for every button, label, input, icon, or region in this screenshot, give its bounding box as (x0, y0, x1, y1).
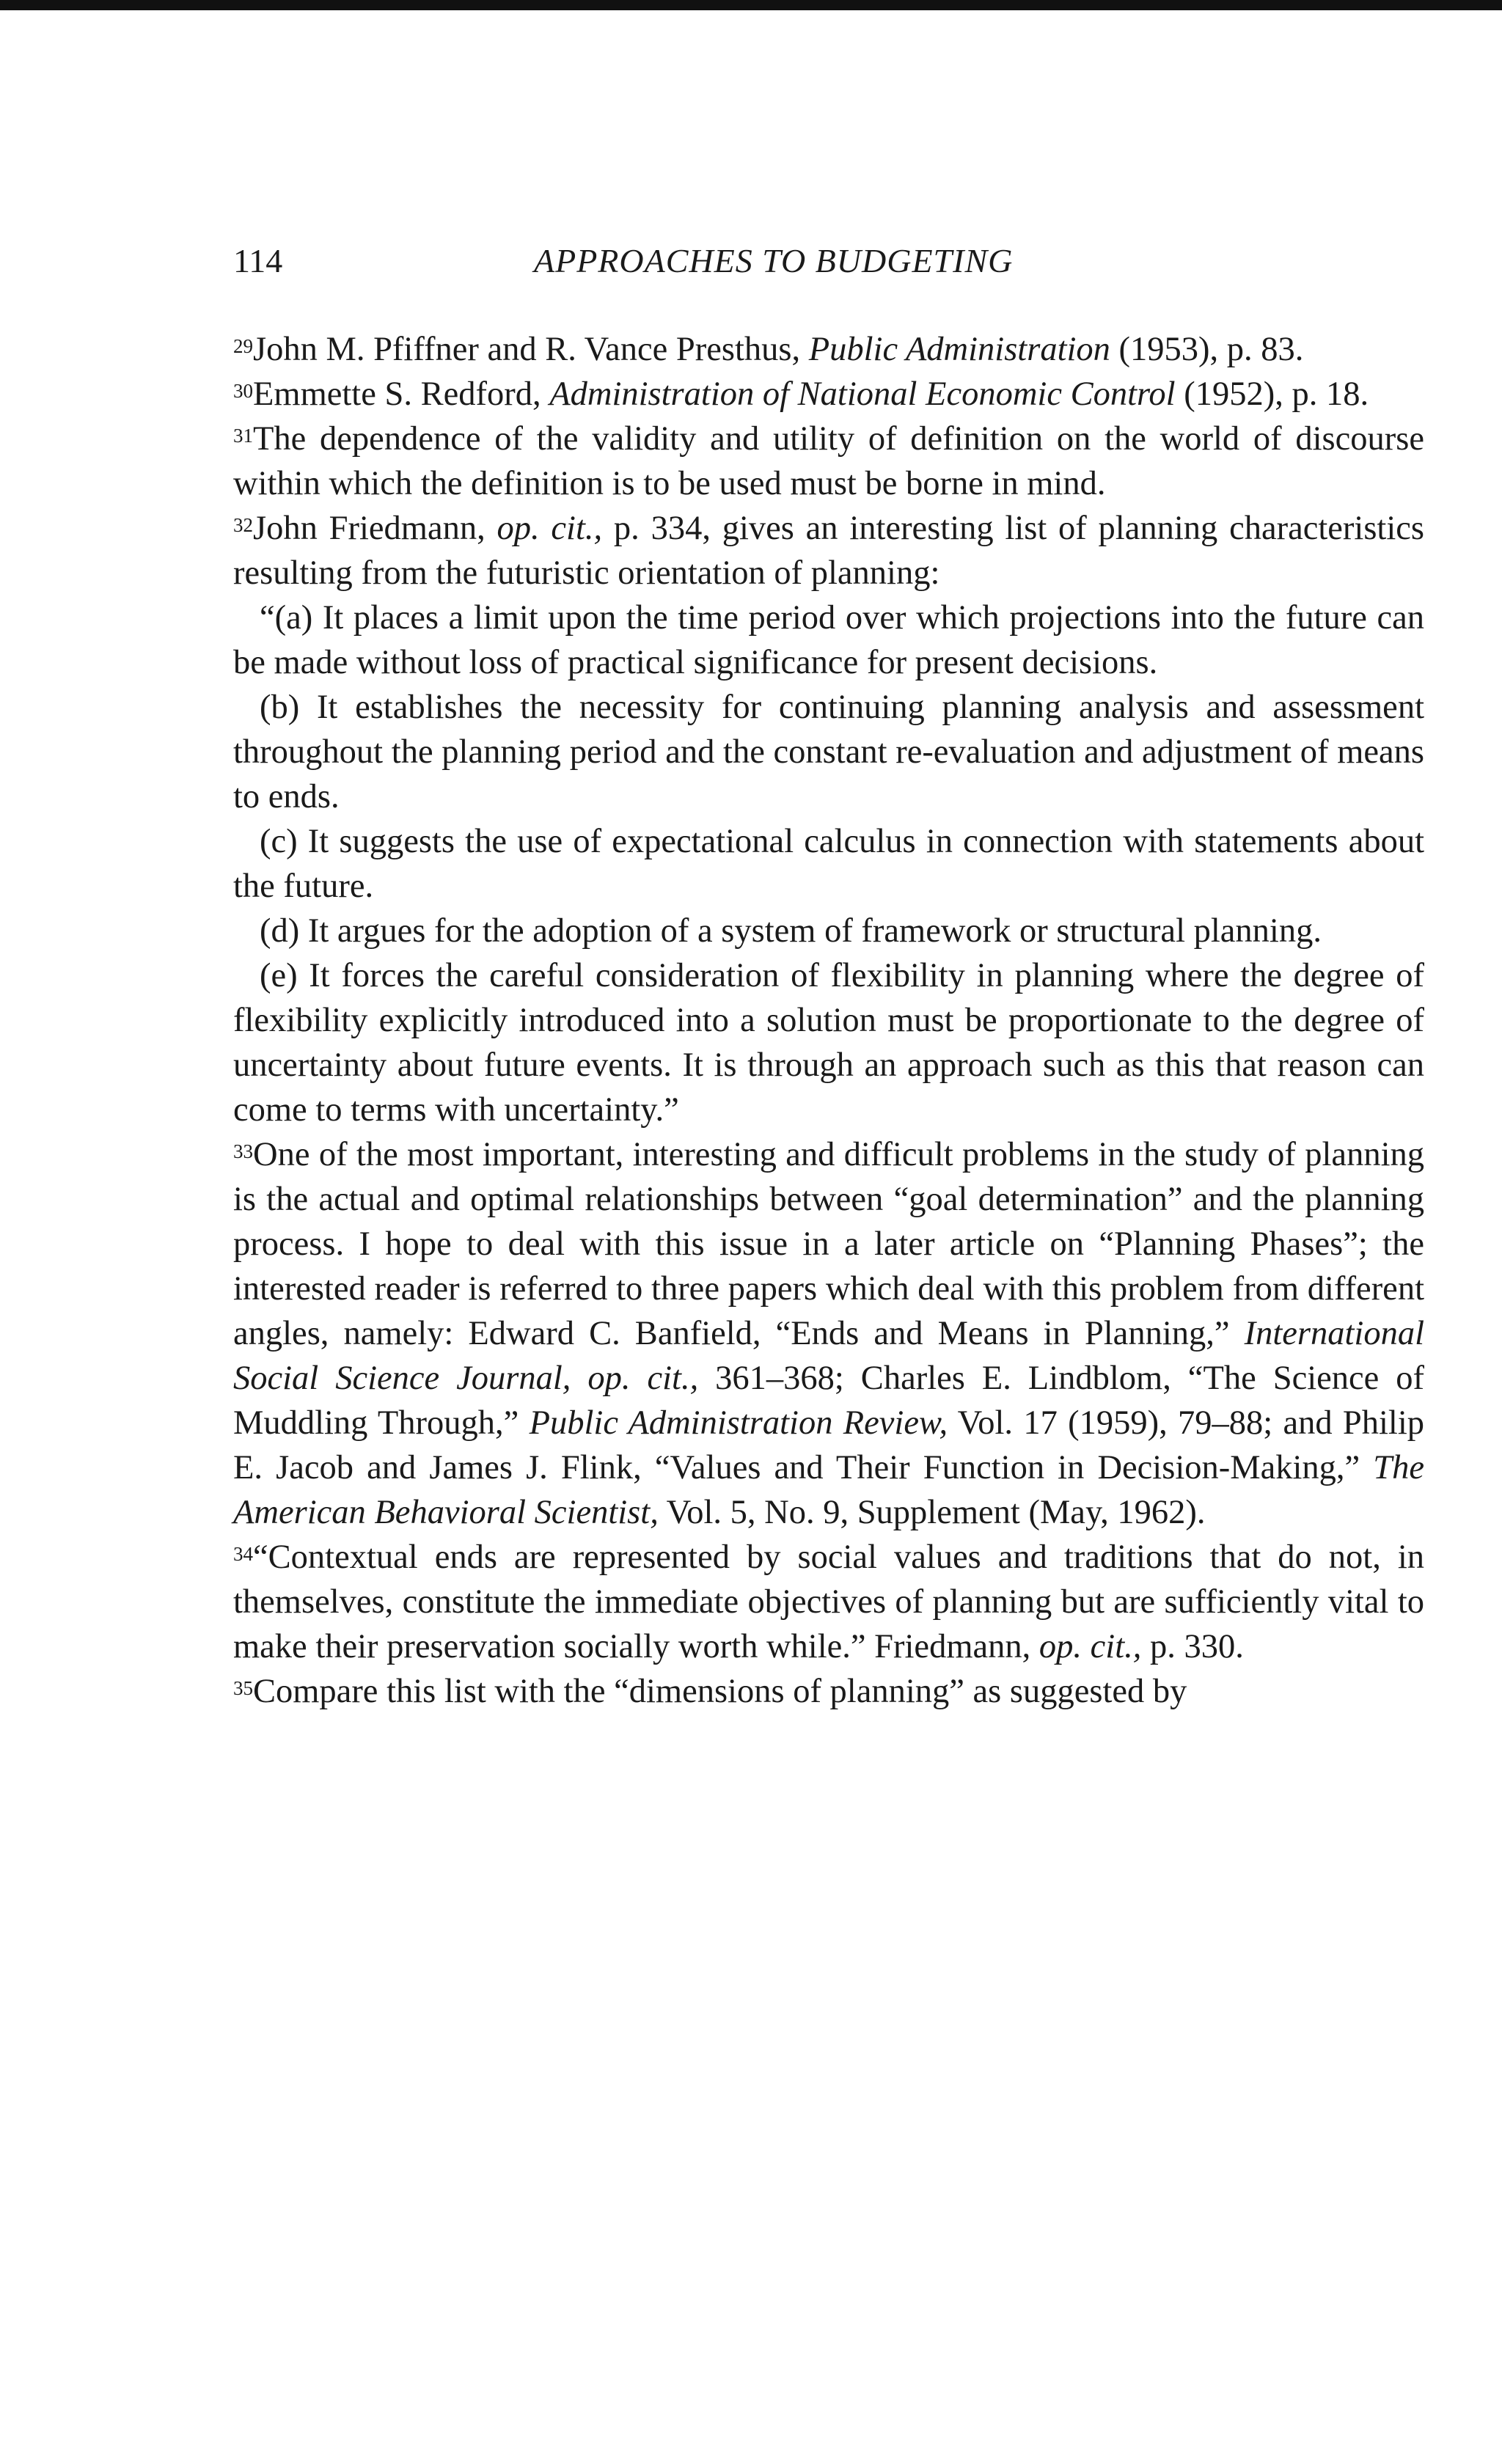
footnote-number: 33 (233, 1140, 253, 1162)
footnote-number: 31 (233, 425, 253, 447)
footnote-33 (233, 1132, 1424, 1535)
footnotes-block (233, 327, 1424, 1714)
footnote-text: The dependence of the validity and utility of definition on the world of discourse within which the definition is to be used must be borne in mind. (233, 420, 1424, 502)
footnote-number: 32 (233, 514, 253, 536)
quote-item-a: “(a) It places a limit upon the time period over which projections into the future can be made without loss of practical significance for present decisions. (233, 599, 1424, 681)
journal-title: International Social Science Journal, op. cit., (233, 1315, 1424, 1397)
footnote-text: (1953), p. 83. (1110, 331, 1304, 368)
page-header (233, 239, 1421, 283)
quote-item-b: (b) It establishes the necessity for continuing planning analysis and assessment throughout the planning period and the constant re-evaluation and adjustment of means to ends. (233, 689, 1424, 815)
journal-title: The American Behavioral Scientist, (233, 1449, 1424, 1531)
quote-item-c: (c) It suggests the use of expectational calculus in connection with statements about the future. (233, 823, 1424, 905)
op-cit: op. cit., (1038, 1628, 1142, 1665)
top-border-rule (0, 0, 1502, 10)
footnote-text: One of the most important, interesting and difficult problems in the study of planning is the actual and optimal relationships between “goal determination” and the planning process. I hope to deal with this issue in a later article on “Planning Phases”; the interested reader is referred to three papers which deal with this problem from different angles, namely: Edward C. Banfield, “Ends and Means in Planning,” (233, 1136, 1424, 1352)
footnote-number: 35 (233, 1677, 253, 1699)
footnote-text: John Friedmann, (253, 510, 497, 547)
footnote-text: Vol. 5, No. 9, Supplement (May, 1962). (658, 1494, 1206, 1531)
work-title: Public Administration (808, 331, 1110, 368)
footnote-text: “Contextual ends are represented by social values and traditions that do not, in themselves, constitute the immediate objectives of planning but are sufficiently vital to make their preservation socially worth while.” Friedmann, (233, 1539, 1424, 1665)
work-title: Administration of National Economic Control (549, 375, 1176, 413)
footnote-text: Vol. 17 (1959), 79–88; and Philip E. Jacob and James J. Flink, “Values and Their Function in Decision-Making,” (233, 1404, 1425, 1486)
footnote-number: 30 (233, 380, 253, 402)
quote-item-e: (e) It forces the careful consideration of flexibility in planning where the degree of flexibility explicitly introduced into a solution must be proportionate to the degree of uncertainty about future events. It is through an approach such as this that reason can come to terms with uncertainty.” (233, 957, 1424, 1129)
footnote-text: p. 334, gives an interesting list of planning characteristics resulting from the futuristic orientation of planning: (233, 510, 1424, 592)
footnote-text: Compare this list with the “dimensions of planning” as suggested by (253, 1673, 1187, 1710)
footnote-text: 361–368; Charles E. Lindblom, “The Science of Muddling Through,” (233, 1360, 1424, 1442)
footnote-34 (233, 1535, 1424, 1669)
footnote-text: p. 330. (1141, 1628, 1244, 1665)
footnote-29 (233, 327, 1424, 372)
footnote-number: 34 (233, 1543, 253, 1565)
footnote-number: 29 (233, 335, 253, 357)
footnote-30 (233, 372, 1424, 417)
op-cit: op. cit., (497, 510, 603, 547)
footnote-text: Emmette S. Redford, (253, 375, 550, 413)
footnote-31 (233, 417, 1424, 506)
quote-item-d: (d) It argues for the adoption of a system of framework or structural planning. (260, 912, 1322, 950)
running-title: APPROACHES TO BUDGETING (534, 242, 1014, 279)
footnote-32 (233, 506, 1424, 595)
page-number: 114 (233, 242, 283, 279)
footnote-text: (1952), p. 18. (1175, 375, 1369, 413)
footnote-35 (233, 1669, 1424, 1714)
journal-title: Public Administration Review, (529, 1404, 948, 1442)
footnote-text: John M. Pfiffner and R. Vance Presthus, (253, 331, 809, 368)
